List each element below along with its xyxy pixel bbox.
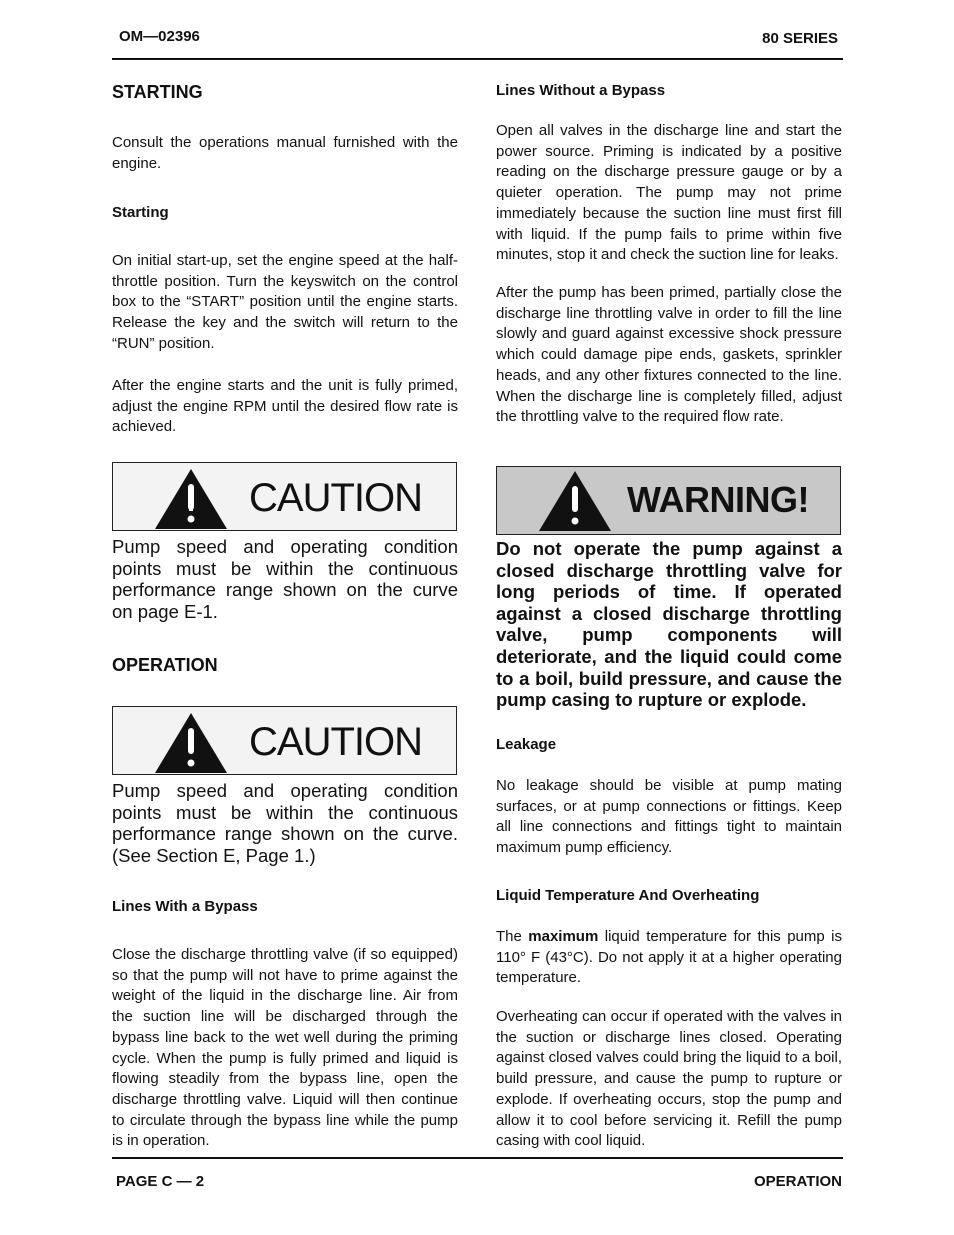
leakage-heading — [496, 736, 842, 753]
starting-sub: Starting — [112, 204, 169, 221]
leakage-text: No leakage should be visible at pump mating surfaces, or at pump connections or fittings. Keep all line connections and fittings tight to maintain maximum pump efficiency. — [496, 777, 842, 857]
after-start-paragraph — [112, 376, 458, 438]
nobypass-heading — [496, 82, 842, 99]
header-rule — [112, 58, 843, 60]
warning-text: Do not operate the pump against a closed discharge throttling valve for long periods of time. If operated against a closed discharge throttling valve, pump components will deteriorate, and the liquid could come to a boil, build pressure, and cause the pump casing to rupture or explode. — [496, 538, 842, 711]
warning-triangle-icon — [153, 467, 229, 531]
caution-label: CAUTION — [249, 720, 422, 764]
consult-paragraph — [112, 133, 458, 174]
leakage-paragraph — [496, 776, 842, 859]
caution-text: Pump speed and operating condition points must be within the continuous performance range shown on the curve on page E-1. — [112, 536, 458, 622]
section-label: OPERATION — [753, 1173, 842, 1190]
footer-rule — [112, 1157, 843, 1159]
operation-title: OPERATION — [112, 655, 218, 675]
warning-triangle-icon — [537, 469, 613, 533]
bypass-text: Close the discharge throttling valve (if so equipped) so that the pump will not have to prime against the weight of the liquid in the discharge line. Air from the suction line will be discharged through the bypass line back to the wet well during the priming cycle. When the pump is fully primed and liquid is flowing steadily from the bypass line, open the discharge throttling valve. Liquid will then continue to circulate through the bypass line while the pump is in operation. — [112, 946, 458, 1150]
nobypass-title: Lines Without a Bypass — [496, 82, 666, 99]
starting-title: STARTING — [112, 82, 203, 102]
temp-text — [496, 927, 842, 989]
leakage-title: Leakage — [496, 736, 557, 753]
doc-number: OM—02396 — [119, 28, 200, 45]
caution-box — [112, 462, 457, 531]
primed-paragraph — [496, 283, 842, 428]
caution-label: CAUTION — [249, 476, 422, 520]
bypass-title: Lines With a Bypass — [112, 898, 258, 915]
operation-heading — [112, 655, 458, 676]
overheat-text: Overheating can occur if operated with the valves in the suction or discharge lines closed. Operating against closed valves could bring the liquid to a boil, build pressure, and cause the pump to rupture or explode. If overheating occurs, stop the pump and allow it to cool before servicing it. Refill the pump casing with cool liquid. — [496, 1008, 842, 1150]
caution-text: Pump speed and operating condition points must be within the continuous performance range shown on the curve. (See Section E, Page 1.) — [112, 780, 458, 866]
starting-heading — [112, 82, 458, 103]
warning-text-block — [496, 538, 842, 711]
warning-label: WARNING! — [627, 479, 809, 520]
warning-box — [496, 466, 841, 535]
caution-text-block — [112, 780, 458, 866]
after-start-text: After the engine starts and the unit is fully primed, adjust the engine RPM until the desired flow rate is achieved. — [112, 377, 458, 436]
caution-text-block — [112, 536, 458, 622]
temp-paragraph — [496, 927, 842, 989]
startup-text: On initial start-up, set the engine speed at the half-throttle position. Turn the keyswitch on the control box to the “START” position until the engine starts. Release the key and the switch will return to the “RUN” position. — [112, 252, 458, 352]
nobypass-text: Open all valves in the discharge line and start the power source. Priming is indicated by a positive reading on the discharge pressure gauge or by a quieter operation. The pump may not prime immediately because the suction line must first fill with liquid. If the pump fails to prime within five minutes, stop it and check the suction line for leaks. — [496, 122, 842, 264]
nobypass-paragraph — [496, 121, 842, 266]
startup-paragraph — [112, 251, 458, 355]
starting-subheading — [112, 204, 458, 221]
warning-triangle-icon — [153, 711, 229, 775]
page-number: PAGE C — 2 — [116, 1173, 205, 1190]
series-label: 80 SERIES — [762, 30, 838, 47]
bypass-paragraph — [112, 945, 458, 1152]
caution-box — [112, 706, 457, 775]
overheat-paragraph — [496, 1007, 842, 1152]
temp-bold: maximum — [528, 928, 599, 945]
temp-post: liquid temperature for this pump is 110° F (43°C). Do not apply it at a higher operating temperature. — [496, 928, 842, 987]
temp-heading — [496, 887, 842, 904]
consult-text: Consult the operations manual furnished with the engine. — [112, 134, 458, 172]
temp-pre: The — [496, 928, 529, 945]
temp-title: Liquid Temperature And Overheating — [496, 887, 760, 904]
primed-text: After the pump has been primed, partially close the discharge line throttling valve in order to fill the line slowly and guard against excessive shock pressure which could damage pipe ends, gaskets, sprinkler heads, and any other fixtures connected to the line. When the discharge line is completely filled, adjust the throttling valve to the required flow rate. — [496, 284, 842, 426]
bypass-heading — [112, 898, 458, 915]
